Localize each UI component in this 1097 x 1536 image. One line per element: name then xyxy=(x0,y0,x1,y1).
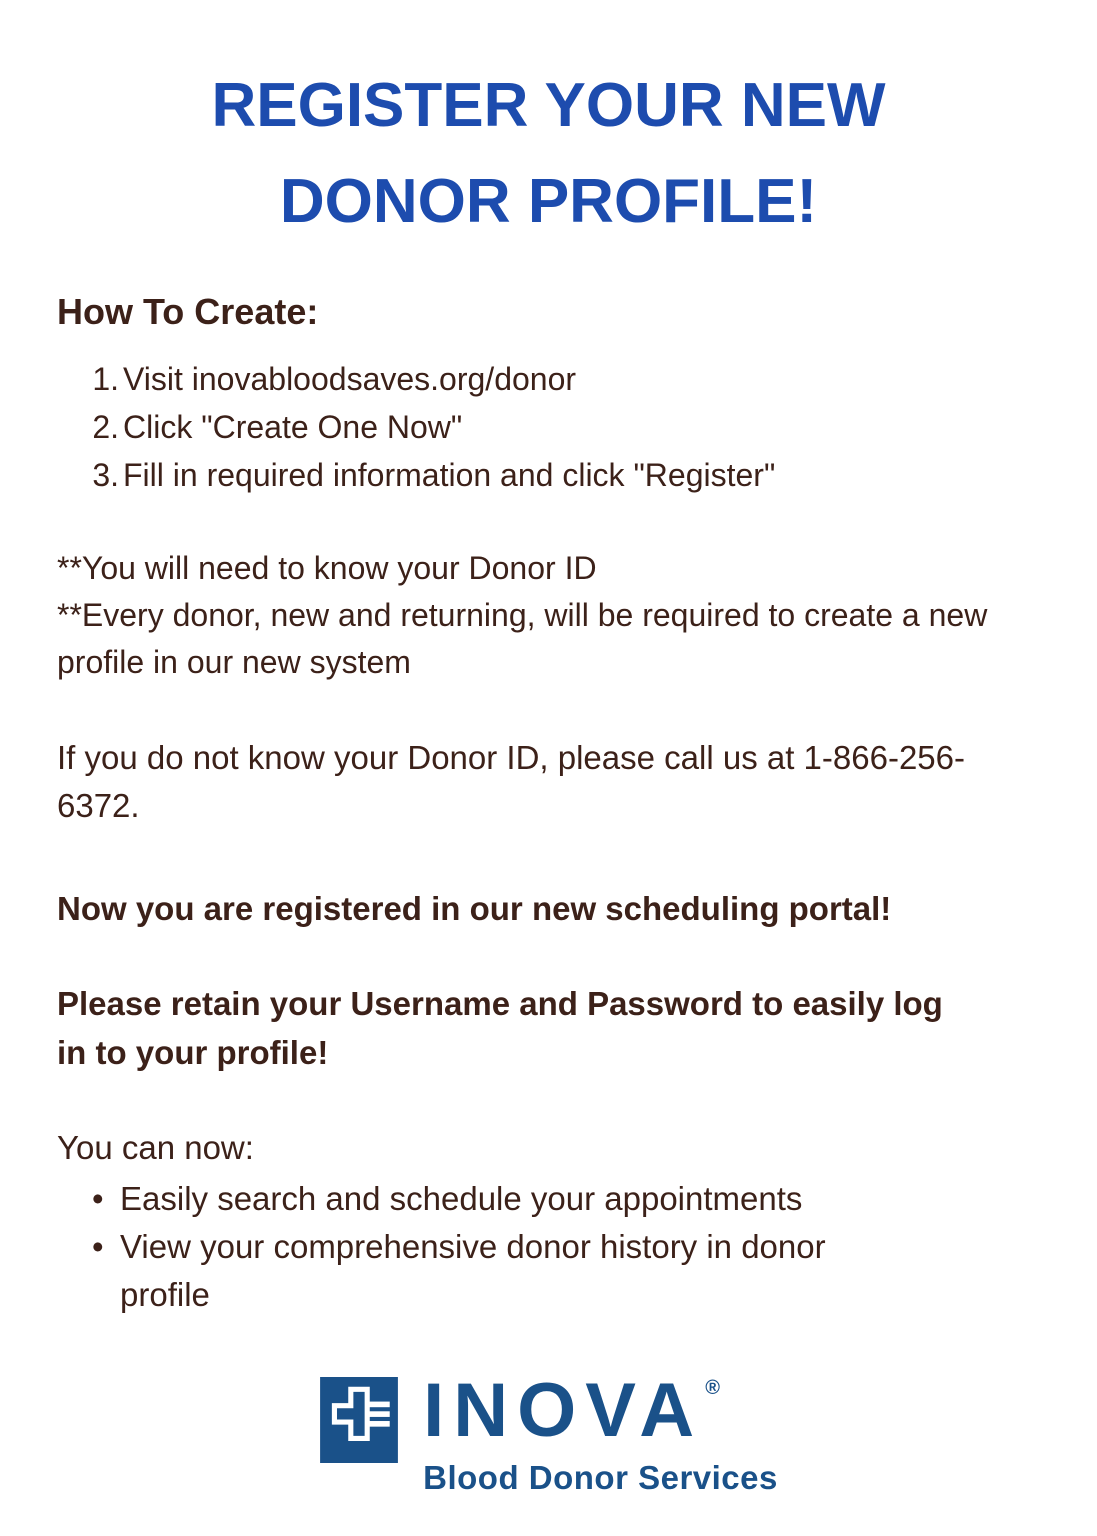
logo-wordmark-row xyxy=(423,1368,720,1454)
step-item xyxy=(57,451,1040,499)
step-text: Visit inovabloodsaves.org/donor xyxy=(123,361,577,398)
inova-wordmark: INOVA xyxy=(423,1368,704,1454)
bullet-text: View your comprehensive donor history in donor profile xyxy=(120,1228,826,1314)
page-title-line1: REGISTER YOUR NEW xyxy=(211,71,886,140)
step-number: 1. xyxy=(92,361,119,398)
step-text: Click "Create One Now" xyxy=(123,409,463,446)
bullet-text: Easily search and schedule your appointments xyxy=(120,1180,803,1218)
inova-logo xyxy=(57,1368,1040,1497)
bullet-dot: • xyxy=(92,1180,104,1218)
contact-text: If you do not know your Donor ID, please call us at 1-866-256-6372. xyxy=(57,739,965,825)
notes-block xyxy=(57,545,1040,686)
step-item xyxy=(57,355,1040,403)
how-to-steps xyxy=(57,355,1040,499)
inova-logo-inner xyxy=(319,1368,778,1497)
page-title-line2: DONOR PROFILE! xyxy=(279,167,818,237)
bullet-item xyxy=(57,1223,1040,1319)
step-number: 3. xyxy=(92,457,119,494)
step-text: Fill in required information and click "Register" xyxy=(123,457,776,494)
registered-trademark-symbol: ® xyxy=(705,1377,720,1400)
note-new-profile: **Every donor, new and returning, will be required to create a new profile in our new system xyxy=(57,597,988,681)
bullet-dot: • xyxy=(92,1228,104,1266)
note-donor-id: **You will need to know your Donor ID xyxy=(57,550,597,587)
registered-message: Now you are registered in our new scheduling portal! xyxy=(57,890,892,928)
you-can-now-heading: You can now: xyxy=(57,1129,254,1167)
how-to-heading: How To Create: xyxy=(57,291,319,333)
inova-cross-icon xyxy=(319,1377,399,1468)
bullet-item xyxy=(57,1175,1040,1223)
you-can-now-list xyxy=(57,1175,1040,1319)
step-item xyxy=(57,403,1040,451)
retain-message: Please retain your Username and Password to easily log in to your profile! xyxy=(57,985,943,1072)
step-number: 2. xyxy=(92,409,119,446)
logo-text-column xyxy=(423,1368,778,1497)
page-title xyxy=(57,58,1040,250)
logo-subtitle: Blood Donor Services xyxy=(423,1459,778,1497)
